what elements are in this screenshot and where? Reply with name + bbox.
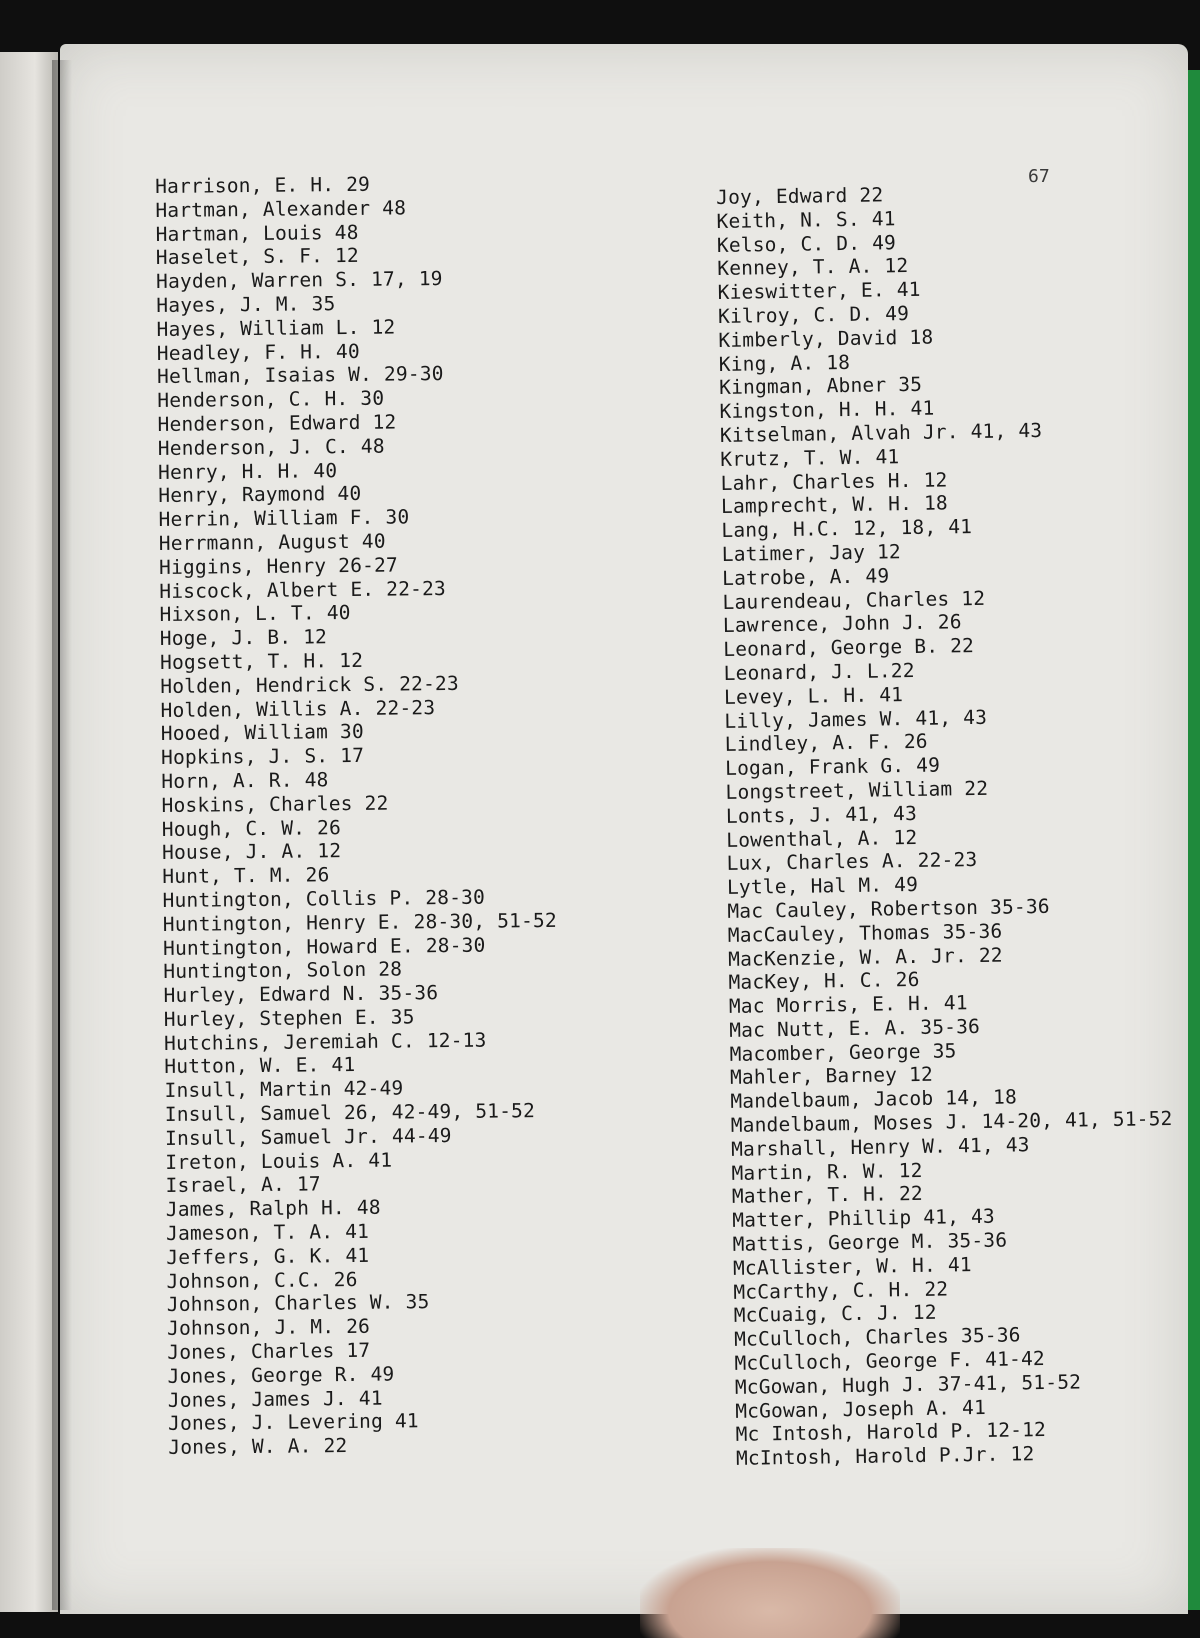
- index-entry: Johnson, J. M. 26: [166, 1315, 371, 1341]
- index-entry: Mac Cauley, Robertson 35-36: [727, 894, 1050, 923]
- index-entry: Latimer, Jay 12: [721, 540, 902, 566]
- index-entry: Jones, James J. 41: [167, 1386, 383, 1412]
- index-entry: Mandelbaum, Jacob 14, 18: [730, 1085, 1018, 1114]
- index-entry: Insull, Martin 42-49: [164, 1076, 404, 1103]
- index-entry: Mather, T. H. 22: [731, 1182, 924, 1209]
- index-entry: King, A. 18: [718, 350, 851, 376]
- index-entry: Harrison, E. H. 29: [155, 172, 371, 198]
- index-entry: Mac Morris, E. H. 41: [728, 991, 968, 1018]
- index-entry: Latrobe, A. 49: [721, 564, 890, 590]
- spine-shadow: [52, 60, 72, 1610]
- index-entry: Hartman, Alexander 48: [155, 196, 407, 222]
- index-entry: Huntington, Howard E. 28-30: [162, 933, 486, 960]
- index-entry: Jones, George R. 49: [167, 1362, 395, 1388]
- page-number: 67: [1028, 166, 1050, 187]
- index-entry: Hayden, Warren S. 17, 19: [155, 267, 443, 294]
- index-entry: Kingman, Abner 35: [718, 373, 923, 400]
- index-entry: Lawrence, John J. 26: [722, 610, 962, 638]
- index-entry: Hooed, William 30: [160, 720, 364, 746]
- index-entry: Martin, R. W. 12: [731, 1158, 923, 1185]
- index-entry: Henry, Raymond 40: [158, 482, 362, 508]
- index-entry: Jeffers, G. K. 41: [166, 1243, 370, 1269]
- index-entry: Krutz, T. W. 41: [720, 444, 900, 471]
- index-entry: Jones, Charles 17: [167, 1338, 371, 1364]
- index-entry: Marshall, Henry W. 41, 43: [730, 1133, 1030, 1161]
- index-entry: Henderson, C. H. 30: [157, 386, 385, 413]
- index-entry: Huntington, Collis P. 28-30: [162, 885, 486, 912]
- index-entry: Leonard, George B. 22: [723, 634, 975, 662]
- index-entry: Mahler, Barney 12: [729, 1063, 934, 1090]
- index-entry: McCarthy, C. H. 22: [733, 1277, 949, 1304]
- index-entry: Ireton, Louis A. 41: [165, 1148, 393, 1174]
- index-entry: Mattis, George M. 35-36: [732, 1228, 1008, 1256]
- index-entry: Haselet, S. F. 12: [155, 244, 359, 270]
- index-entry: Lowenthal, A. 12: [726, 825, 918, 852]
- index-entry: Hurley, Edward N. 35-36: [163, 981, 439, 1008]
- index-entry: Hoge, J. B. 12: [159, 625, 328, 651]
- index-entry: McIntosh, Harold P.Jr. 12: [735, 1442, 1035, 1471]
- index-entry: MacKenzie, W. A. Jr. 22: [727, 943, 1003, 971]
- index-entry: Keith, N. S. 41: [716, 206, 896, 233]
- index-entry: Herrmann, August 40: [158, 529, 386, 555]
- index-entry: Logan, Frank G. 49: [724, 753, 941, 781]
- index-column-left: [155, 171, 562, 1460]
- index-entry: James, Ralph H. 48: [165, 1195, 381, 1222]
- index-entry: McGowan, Joseph A. 41: [735, 1395, 987, 1423]
- index-entry: Johnson, Charles W. 35: [166, 1290, 430, 1317]
- index-entry: Hartman, Louis 48: [155, 220, 359, 246]
- index-entry: Hutton, W. E. 41: [164, 1053, 356, 1079]
- index-entry: McGowan, Hugh J. 37-41, 51-52: [734, 1370, 1082, 1399]
- index-entry: Headley, F. H. 40: [156, 339, 360, 365]
- index-entry: Lux, Charles A. 22-23: [726, 848, 978, 876]
- index-entry: Longstreet, William 22: [725, 776, 989, 804]
- index-entry: McCulloch, George F. 41-42: [734, 1347, 1046, 1375]
- index-entry: Henderson, Edward 12: [157, 410, 397, 436]
- index-entry: House, J. A. 12: [161, 839, 342, 865]
- index-entry: Israel, A. 17: [165, 1172, 321, 1198]
- index-entry: Kelso, C. D. 49: [716, 230, 897, 257]
- index-entry: Kieswitter, E. 41: [717, 277, 921, 305]
- index-entry: Kilroy, C. D. 49: [717, 301, 910, 328]
- index-entry: Kimberly, David 18: [718, 325, 934, 352]
- index-entry: Mc Intosh, Harold P. 12-12: [735, 1418, 1047, 1447]
- index-entry: Lahr, Charles H. 12: [720, 467, 948, 495]
- index-entry: Hurley, Stephen E. 35: [163, 1005, 415, 1031]
- index-entry: Leonard, J. L.22: [723, 658, 915, 685]
- book-cover-edge: [1186, 70, 1200, 1610]
- index-entry: Lytle, Hal M. 49: [726, 873, 919, 900]
- index-entry: Higgins, Henry 26-27: [158, 553, 399, 579]
- index-entry: Holden, Hendrick S. 22-23: [160, 671, 459, 698]
- index-entry: Lang, H.C. 12, 18, 41: [721, 515, 973, 543]
- index-entry: Henry, H. H. 40: [157, 458, 338, 484]
- index-entry: MacCauley, Thomas 35-36: [727, 919, 1003, 947]
- index-entry: Insull, Samuel Jr. 44-49: [164, 1123, 452, 1150]
- index-entry: Hunt, T. M. 26: [162, 863, 330, 889]
- index-entry: Lilly, James W. 41, 43: [724, 705, 988, 733]
- index-entry: Henderson, J. C. 48: [157, 434, 385, 460]
- index-entry: Huntington, Henry E. 28-30, 51-52: [162, 908, 557, 936]
- index-entry: Kitselman, Alvah Jr. 41, 43: [719, 418, 1043, 447]
- index-entry: Laurendeau, Charles 12: [722, 586, 986, 614]
- index-entry: Levey, L. H. 41: [723, 682, 904, 709]
- index-entry: Jameson, T. A. 41: [165, 1219, 370, 1246]
- index-entry: Kingston, H. H. 41: [719, 396, 935, 424]
- index-entry: Hough, C. W. 26: [161, 815, 342, 841]
- index-entry: McCulloch, Charles 35-36: [733, 1323, 1021, 1352]
- index-entry: Hutchins, Jeremiah C. 12-13: [163, 1028, 487, 1055]
- index-entry: McCuaig, C. J. 12: [733, 1301, 937, 1328]
- index-entry: Herrin, William F. 30: [158, 505, 410, 532]
- index-entry: Insull, Samuel 26, 42-49, 51-52: [164, 1099, 536, 1127]
- thumb: [640, 1548, 900, 1638]
- index-entry: Mandelbaum, Moses J. 14-20, 41, 51-52: [730, 1107, 1173, 1137]
- index-entry: MacKey, H. C. 26: [728, 968, 920, 995]
- index-entry: Kenney, T. A. 12: [717, 254, 909, 281]
- index-entry: Hixson, L. T. 40: [159, 601, 351, 627]
- index-entry: Hopkins, J. S. 17: [160, 743, 365, 770]
- index-entry: Matter, Phillip 41, 43: [732, 1205, 996, 1233]
- index-entry: Jones, W. A. 22: [168, 1434, 348, 1460]
- index-entry: Hiscock, Albert E. 22-23: [159, 576, 447, 603]
- facing-page-edge: [0, 52, 58, 1612]
- index-entry: Huntington, Solon 28: [163, 957, 403, 984]
- index-entry: McAllister, W. H. 41: [732, 1252, 972, 1280]
- index-entry: Lindley, A. F. 26: [724, 730, 928, 757]
- index-entry: Hogsett, T. H. 12: [159, 648, 364, 674]
- index-entry: Johnson, C.C. 26: [166, 1267, 358, 1293]
- index-entry: Macomber, George 35: [729, 1039, 957, 1066]
- index-entry: Lonts, J. 41, 43: [725, 801, 918, 828]
- index-entry: Hoskins, Charles 22: [161, 791, 389, 817]
- index-entry: Hayes, J. M. 35: [156, 292, 336, 317]
- index-entry: Lamprecht, W. H. 18: [720, 491, 949, 519]
- index-entry: Holden, Willis A. 22-23: [160, 695, 436, 722]
- index-entry: Hayes, William L. 12: [156, 315, 396, 341]
- index-entry: Horn, A. R. 48: [161, 768, 329, 793]
- index-entry: Hellman, Isaias W. 29-30: [156, 362, 444, 389]
- index-entry: Joy, Edward 22: [716, 183, 884, 209]
- index-entry: Mac Nutt, E. A. 35-36: [729, 1014, 981, 1042]
- index-entry: Jones, J. Levering 41: [167, 1409, 419, 1436]
- index-column-right: [716, 179, 1178, 1471]
